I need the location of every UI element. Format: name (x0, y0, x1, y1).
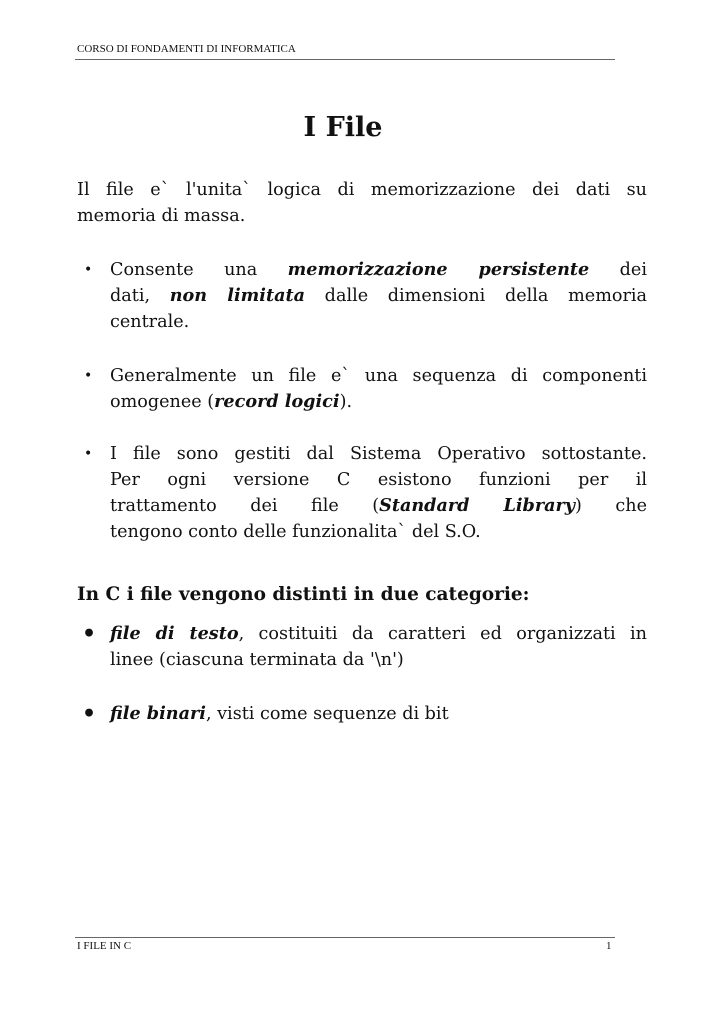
text-segment: Generalmente un file e` una sequenza di componenti (110, 366, 647, 386)
text-segment: Per ogni versione C esistono funzioni per il (110, 470, 647, 490)
text-line (110, 519, 647, 545)
footer-rule (75, 937, 615, 938)
text-line (77, 177, 647, 203)
page-title: I File (303, 112, 383, 143)
text-line (110, 363, 647, 389)
text-segment: ). (339, 392, 353, 412)
text-line (110, 467, 647, 493)
emphasized-text: file binari (110, 703, 206, 724)
text-segment: , costituiti da caratteri ed organizzati in (238, 624, 647, 644)
emphasized-text: non limitata (169, 285, 305, 306)
bullet-icon: • (82, 701, 97, 727)
page-number: 1 (606, 940, 612, 952)
category-item (110, 621, 647, 673)
text-line (110, 647, 647, 673)
text-segment: dati, (110, 286, 170, 306)
text-line (77, 203, 647, 229)
category-item (110, 701, 647, 727)
text-line (110, 283, 647, 309)
section-heading: In C i file vengono distinti in due categorie: (77, 584, 530, 605)
text-line (110, 493, 647, 519)
bullet-icon: • (84, 262, 93, 278)
emphasized-text: record logici (214, 391, 340, 412)
running-header: CORSO DI FONDAMENTI DI INFORMATICA (77, 43, 296, 55)
text-segment: ) che (575, 496, 647, 516)
bullet-icon: • (84, 368, 93, 384)
bullet-item (110, 441, 647, 545)
text-segment: dalle dimensioni della memoria (305, 286, 647, 306)
text-segment: linee (ciascuna terminata da '\n') (110, 650, 404, 670)
intro-paragraph (77, 177, 647, 229)
text-line (110, 621, 647, 647)
bullet-icon: • (84, 446, 93, 462)
text-segment: omogenee ( (110, 392, 215, 412)
bullet-item (110, 257, 647, 335)
text-segment: I file sono gestiti dal Sistema Operativo sottostante. (110, 444, 647, 464)
text-segment: memoria di massa. (77, 206, 246, 226)
bullet-item (110, 363, 647, 415)
text-segment: trattamento dei file ( (110, 496, 380, 516)
text-segment: tengono conto delle funzionalita` del S.O. (110, 522, 481, 542)
text-segment: centrale. (110, 312, 190, 332)
text-line (110, 257, 647, 283)
emphasized-text: file di testo (110, 623, 239, 644)
text-line (110, 701, 647, 727)
bullet-icon: • (82, 621, 97, 647)
text-line (110, 389, 647, 415)
footer-title: I FILE IN C (77, 940, 132, 952)
text-line (110, 309, 647, 335)
text-segment: Il file e` l'unita` logica di memorizzazione dei dati su (77, 180, 647, 200)
header-rule (75, 59, 615, 60)
text-line (110, 441, 647, 467)
text-segment: dei (589, 260, 647, 280)
text-segment: Consente una (110, 260, 288, 280)
text-segment: , visti come sequenze di bit (205, 704, 449, 724)
emphasized-text: Standard Library (379, 495, 576, 516)
emphasized-text: memorizzazione persistente (287, 259, 590, 280)
